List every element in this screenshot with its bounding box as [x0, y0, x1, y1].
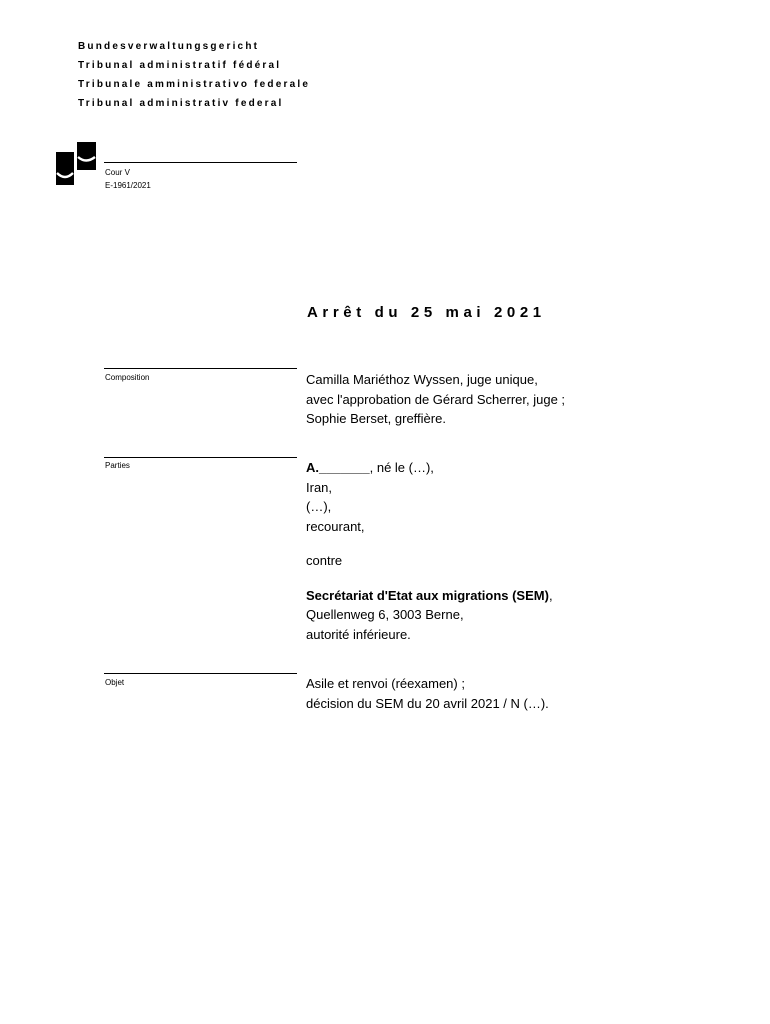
court-division: Cour V [105, 168, 130, 177]
court-name-rm: Tribunal administrativ federal [78, 98, 284, 109]
composition-line: Camilla Mariéthoz Wyssen, juge unique, [306, 372, 538, 387]
court-name-it: Tribunale amministrativo federale [78, 79, 311, 90]
versus-text: contre [306, 553, 343, 568]
authority-detail: Quellenweg 6, 3003 Berne, [306, 607, 464, 622]
composition-block [306, 370, 565, 429]
authority-name-suffix: , [548, 587, 553, 603]
case-number: E-1961/2021 [105, 181, 151, 190]
court-name-fr: Tribunal administratif fédéral [78, 60, 282, 71]
object-label: Objet [105, 678, 125, 687]
object-rule [104, 673, 297, 674]
court-name-de: Bundesverwaltungsgericht [78, 41, 260, 52]
composition-line: Sophie Berset, greffière. [306, 411, 446, 426]
authority-line [306, 586, 553, 606]
authority-name: Secrétariat d'Etat aux migrations (SEM) [306, 587, 549, 603]
object-block [306, 674, 549, 713]
appellant-detail: recourant, [306, 518, 365, 534]
court-names [78, 40, 310, 116]
appellant-name: A._______ [306, 460, 370, 475]
appellant-line [306, 458, 553, 478]
appellant-detail: Iran, [306, 479, 333, 495]
authority-detail: autorité inférieure. [306, 626, 411, 642]
parties-rule [104, 457, 297, 458]
appellant-birth: , né le (…), [369, 460, 434, 475]
document-title: Arrêt du 25 mai 2021 [307, 304, 546, 321]
object-line: décision du SEM du 20 avril 2021 / N (…). [306, 695, 549, 711]
header-rule [104, 162, 297, 163]
composition-label: Composition [105, 373, 150, 382]
appellant-detail: (…), [306, 499, 332, 514]
parties-label: Parties [105, 461, 130, 470]
parties-block [306, 458, 553, 644]
composition-rule [104, 368, 297, 369]
object-line: Asile et renvoi (réexamen) ; [306, 676, 465, 691]
composition-line: avec l'approbation de Gérard Scherrer, juge ; [306, 391, 566, 407]
bvger-logo-icon [56, 142, 96, 186]
